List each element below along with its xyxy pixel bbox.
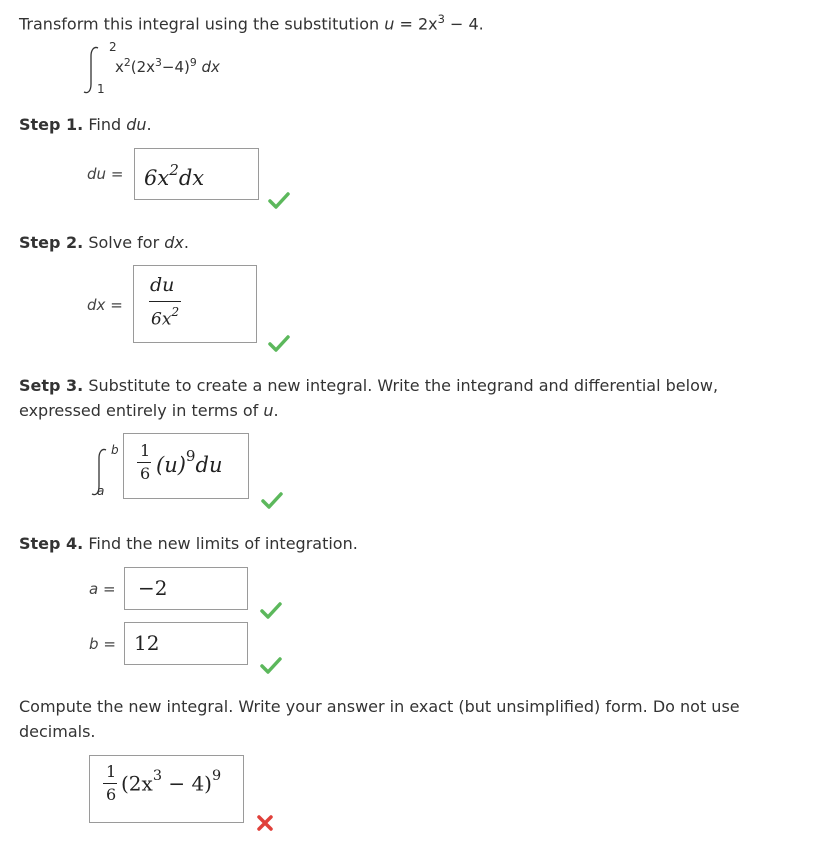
- step2-heading: Step 2. Solve for dx.: [19, 233, 189, 252]
- final-instructions-line2: decimals.: [19, 722, 96, 741]
- limit-a-value: −2: [138, 576, 168, 600]
- final-answer-body: $(2x^3 - 4)^9$: [121, 768, 222, 796]
- check-icon: [260, 656, 282, 674]
- new-integral-fraction-bar: [137, 462, 151, 463]
- new-integral-numerator: 1: [140, 441, 151, 460]
- step1-heading: Step 1. Find du.: [19, 115, 152, 134]
- new-integral-lower-limit: a: [97, 484, 105, 498]
- prompt-var-u: u: [384, 14, 395, 34]
- prompt-after: − 4.: [444, 14, 484, 34]
- prompt-exp: 3: [437, 12, 445, 26]
- step4-heading: Step 4. Find the new limits of integration.: [19, 534, 358, 553]
- du-answer-field[interactable]: [134, 148, 259, 200]
- prompt-text: Transform this integral using the substitution: [19, 14, 385, 34]
- new-integral-answer-field[interactable]: [123, 433, 249, 499]
- cross-icon: [256, 814, 274, 832]
- step3-label: Setp 3.: [19, 376, 84, 395]
- integral-integrand: $x^2(2x^3-4)^9$ dx: [115, 56, 220, 76]
- step3-heading-line2: expressed entirely in terms of u.: [19, 401, 279, 420]
- dx-answer-denominator: $6x^2$: [151, 305, 180, 330]
- original-integral: [80, 40, 280, 100]
- check-icon: [268, 191, 290, 209]
- step2-label: Step 2.: [19, 233, 84, 252]
- step1-field-label: du =: [87, 165, 124, 183]
- integral-lower-limit: 1: [97, 82, 105, 96]
- final-answer-denominator: 6: [106, 785, 117, 804]
- dx-fraction-bar: [149, 301, 181, 302]
- new-integral-upper-limit: b: [111, 443, 119, 457]
- limit-b-field[interactable]: [124, 622, 248, 665]
- step2-field-label: dx =: [87, 296, 123, 314]
- prompt-eq: = 2x: [394, 14, 438, 34]
- final-answer-numerator: 1: [106, 762, 117, 781]
- step3-heading: Setp 3. Substitute to create a new integral. Write the integrand and differential below,: [19, 376, 719, 395]
- limit-b-value: 12: [134, 631, 160, 655]
- step4-label: Step 4.: [19, 534, 84, 553]
- du-answer-value: $6x^2dx$: [144, 161, 205, 190]
- problem-prompt: [19, 12, 484, 33]
- limit-a-field[interactable]: [124, 567, 248, 610]
- check-icon: [268, 334, 290, 352]
- limit-b-label: b =: [89, 635, 116, 653]
- dx-answer-field[interactable]: [133, 265, 257, 343]
- new-integral-denominator: 6: [140, 464, 151, 483]
- final-answer-field[interactable]: [89, 755, 244, 823]
- limit-a-label: a =: [89, 580, 116, 598]
- dx-answer-numerator: du: [150, 274, 175, 296]
- new-integral-body: $(u)^9du$: [156, 447, 223, 477]
- final-instructions: Compute the new integral. Write your answer in exact (but unsimplified) form. Do not use: [19, 697, 740, 716]
- step1-label: Step 1.: [19, 115, 84, 134]
- integral-upper-limit: 2: [109, 40, 117, 54]
- check-icon: [260, 601, 282, 619]
- check-icon: [261, 491, 283, 509]
- final-fraction-bar: [103, 783, 117, 784]
